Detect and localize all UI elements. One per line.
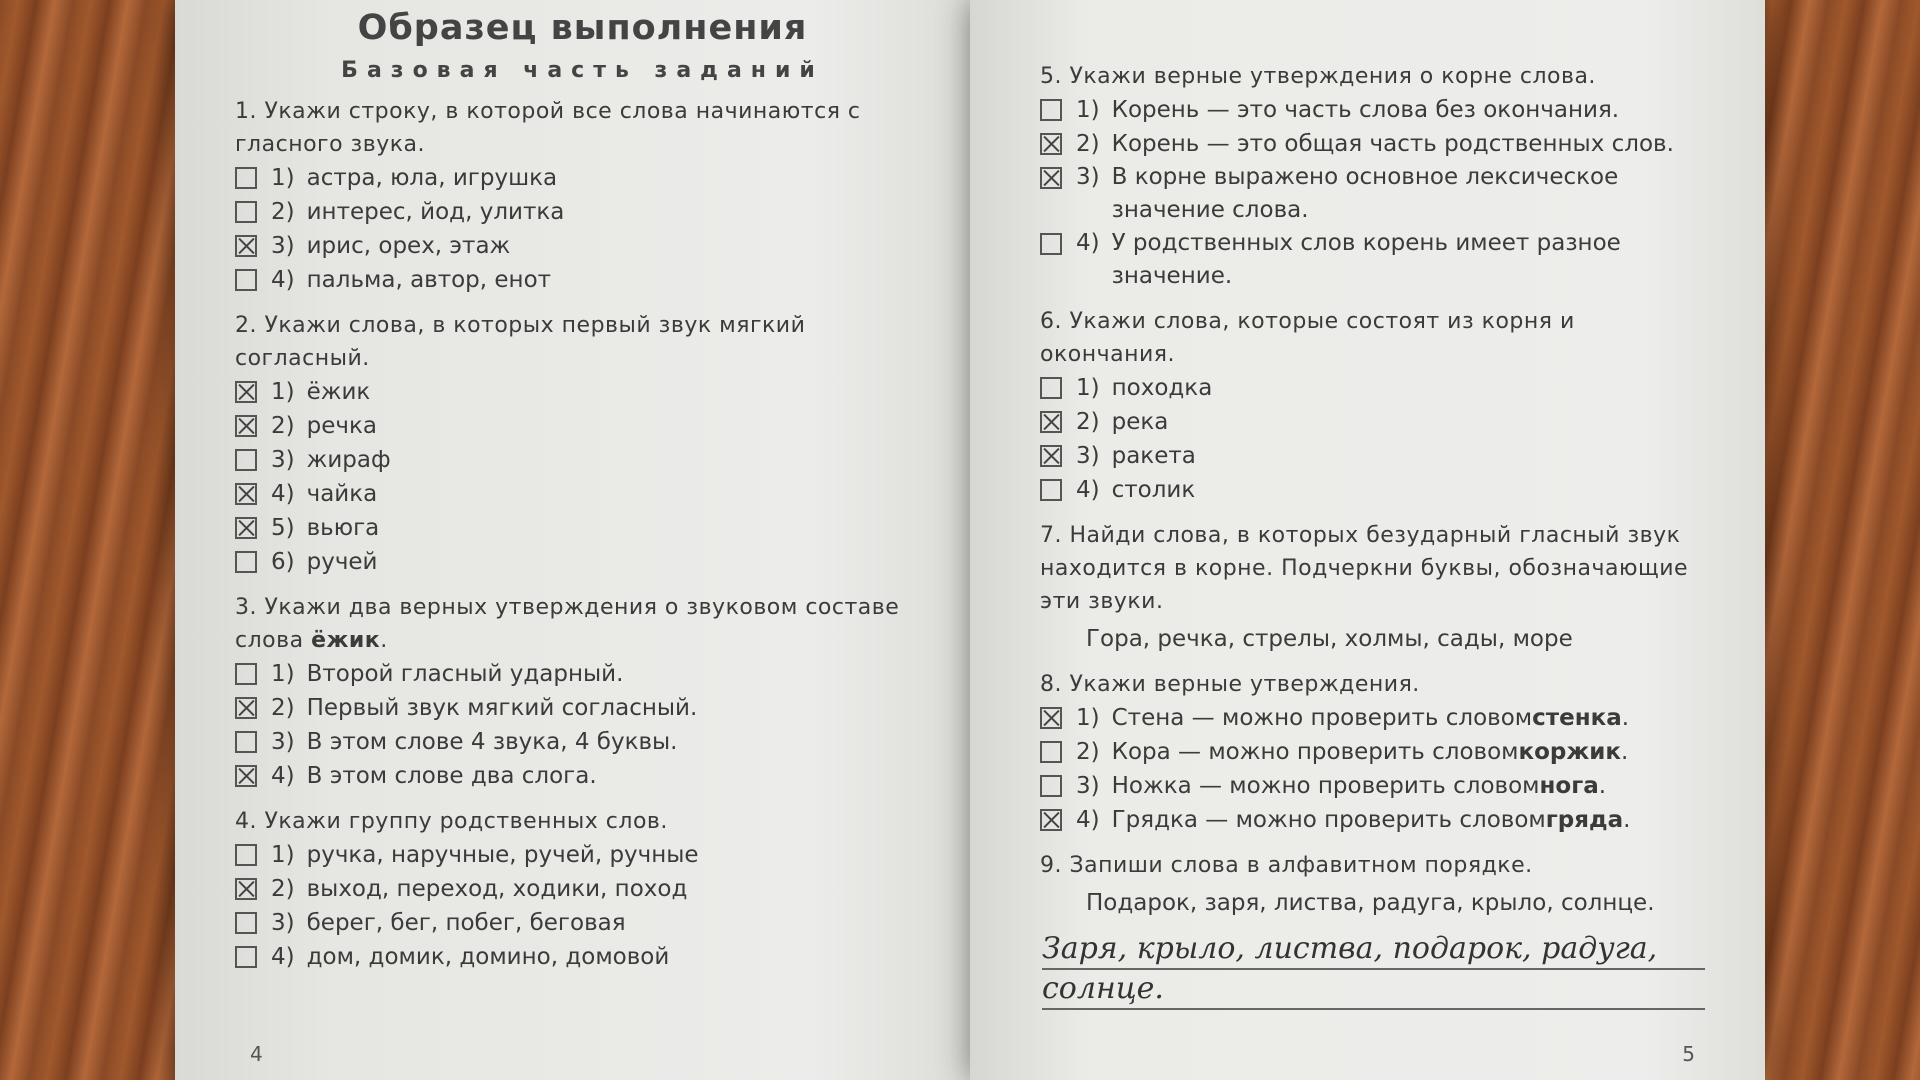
option-text: В корне выражено основное лексическое значение слова. [1111,164,1619,223]
option-row [235,872,930,906]
checkbox[interactable] [235,201,257,223]
page-number: 5 [1682,1042,1695,1066]
option-number: 6) [271,548,295,575]
option-bold-word: нога [1539,772,1599,799]
option-punct: . [1621,738,1629,765]
option-text: пальма, автор, енот [306,266,552,293]
option-number: 2) [271,875,295,902]
option-text: Грядка — можно проверить словом [1111,806,1546,833]
checkbox-checked[interactable] [1040,167,1062,189]
checkbox[interactable] [1040,99,1062,121]
option-text: дом, домик, домино, домовой [306,943,670,970]
option-number: 4) [1076,230,1100,256]
task-6 [1040,305,1705,507]
option-text: вьюга [306,514,380,541]
option-number: 3) [1076,772,1100,799]
option-number: 4) [1076,806,1100,833]
checkbox[interactable] [1040,233,1062,255]
checkbox-checked[interactable] [235,381,257,403]
option-text: река [1111,408,1169,435]
handwritten-answer[interactable] [1040,930,1705,1010]
option-row [235,443,930,477]
option-text: берег, бег, побег, беговая [306,909,626,936]
checkbox[interactable] [235,946,257,968]
option-number: 3) [1076,164,1100,190]
option-row [235,759,930,793]
task-1-heading: 1. Укажи строку, в которой все слова начинаются с гласного звука. [235,99,861,157]
option-row [1040,735,1705,769]
option-bold-word: гряда [1545,806,1624,833]
option-row [235,229,930,263]
option-text: астра, юла, игрушка [306,164,558,191]
option-text: ёжик [306,378,371,405]
option-number: 4) [1076,476,1100,503]
option-row [235,375,930,409]
option-number: 1) [1076,96,1100,123]
option-text: В этом слове два слога. [306,762,597,789]
option-text: интерес, йод, улитка [306,198,565,225]
option-text: Стена — можно проверить словом [1111,704,1533,731]
task-7-words: Гора, речка, стрелы, холмы, сады, море [1086,626,1573,652]
option-row [235,691,930,725]
task-2 [235,309,930,579]
option-bold-word: коржик [1518,738,1622,765]
option-text: ракета [1111,442,1196,469]
checkbox[interactable] [235,449,257,471]
task-7 [1040,519,1705,656]
right-page [970,0,1765,1080]
option-row [235,657,930,691]
task-1 [235,95,930,297]
checkbox-checked[interactable] [1040,707,1062,729]
option-row [1040,161,1705,227]
option-bold-word: стенка [1532,704,1622,731]
option-text: Первый звук мягкий согласный. [306,694,698,721]
option-text: столик [1111,476,1196,503]
option-number: 1) [271,660,295,687]
checkbox[interactable] [235,912,257,934]
checkbox-checked[interactable] [235,483,257,505]
option-text: Корень — это общая часть родственных слов. [1111,130,1674,157]
page-title: Образец выполнения [357,8,808,48]
option-row [1040,405,1705,439]
option-row [235,906,930,940]
option-row [235,195,930,229]
option-number: 2) [271,694,295,721]
option-row [1040,803,1705,837]
option-text: походка [1111,374,1213,401]
option-number: 5) [271,514,295,541]
task-5 [1040,60,1705,293]
task-5-heading: 5. Укажи верные утверждения о корне слова. [1040,64,1596,89]
checkbox[interactable] [1040,775,1062,797]
checkbox[interactable] [235,269,257,291]
task-2-heading: 2. Укажи слова, в которых первый звук мягкий согласный. [235,313,806,371]
checkbox-checked[interactable] [235,517,257,539]
option-punct: . [1623,806,1631,833]
checkbox-checked[interactable] [235,235,257,257]
checkbox-checked[interactable] [1040,411,1062,433]
option-row [1040,127,1705,161]
option-number: 4) [271,943,295,970]
page-subtitle: Базовая часть заданий [341,58,824,83]
option-text: Кора — можно проверить словом [1111,738,1519,765]
option-row [1040,93,1705,127]
option-punct: . [1598,772,1607,799]
option-text: Второй гласный ударный. [306,660,624,687]
option-number: 3) [271,728,295,755]
option-row [235,263,930,297]
answer-line-1: Заря, крыло, листва, подарок, радуга, [1042,930,1705,970]
checkbox-checked[interactable] [1040,809,1062,831]
option-text: У родственных слов корень имеет разное значение. [1111,230,1621,289]
option-number: 2) [271,412,295,439]
option-text: жираф [306,446,391,473]
option-number: 1) [1076,374,1100,401]
option-row [235,409,930,443]
task-9-words: Подарок, заря, листва, радуга, крыло, солнце. [1086,890,1655,916]
option-number: 2) [1076,738,1100,765]
option-number: 3) [271,909,295,936]
option-row [1040,769,1705,803]
option-number: 3) [1076,442,1100,469]
task-8 [1040,668,1705,837]
option-row [235,838,930,872]
checkbox-checked[interactable] [1040,133,1062,155]
option-text: Корень — это часть слова без окончания. [1111,96,1620,123]
checkbox[interactable] [235,551,257,573]
option-text: речка [306,412,377,439]
option-text: ручей [306,548,378,575]
option-number: 4) [271,762,295,789]
checkbox[interactable] [235,663,257,685]
option-text: ирис, орех, этаж [306,232,511,259]
option-number: 2) [1076,130,1100,157]
option-row [235,545,930,579]
checkbox[interactable] [235,731,257,753]
checkbox[interactable] [1040,377,1062,399]
option-number: 3) [271,446,295,473]
option-number: 4) [271,480,295,507]
option-number: 4) [271,266,295,293]
option-row [235,725,930,759]
option-row [1040,701,1705,735]
left-page [175,0,970,1080]
option-text: ручка, наручные, ручей, ручные [306,841,699,868]
answer-line-2: солнце. [1042,970,1705,1010]
heading-bold-word: ёжик [311,628,381,653]
task-3-heading [235,591,930,657]
task-4 [235,805,930,974]
checkbox[interactable] [1040,741,1062,763]
option-row [1040,473,1705,507]
option-number: 1) [1076,704,1100,731]
task-9-heading: 9. Запиши слова в алфавитном порядке. [1040,853,1533,878]
checkbox-checked[interactable] [235,878,257,900]
task-4-heading: 4. Укажи группу родственных слов. [235,809,668,834]
checkbox-checked[interactable] [235,697,257,719]
option-number: 3) [271,232,295,259]
heading-text: 3. Укажи два верных утверждения о звуковом составе слова [235,595,900,653]
option-number: 1) [271,378,295,405]
option-text: выход, переход, ходики, поход [306,875,688,902]
option-row [235,511,930,545]
task-6-heading: 6. Укажи слова, которые состоят из корня и окончания. [1040,309,1575,367]
option-row [235,477,930,511]
option-number: 2) [1076,408,1100,435]
option-number: 1) [271,164,295,191]
page-number: 4 [250,1042,263,1066]
option-row [235,161,930,195]
option-text: чайка [306,480,378,507]
option-row [1040,227,1705,293]
option-row [1040,371,1705,405]
task-3 [235,591,930,793]
option-row [235,940,930,974]
checkbox[interactable] [1040,479,1062,501]
checkbox[interactable] [235,844,257,866]
checkbox-checked[interactable] [1040,445,1062,467]
task-8-heading: 8. Укажи верные утверждения. [1040,672,1420,697]
option-text: В этом слове 4 звука, 4 буквы. [306,728,678,755]
option-row [1040,439,1705,473]
option-number: 2) [271,198,295,225]
task-9 [1040,849,1705,1010]
task-7-heading: 7. Найди слова, в которых безударный гласный звук находится в корне. Подчеркни буквы, обозначающие эти звуки. [1040,523,1689,614]
option-text: Ножка — можно проверить словом [1111,772,1540,799]
heading-punct: . [380,628,388,653]
option-punct: . [1621,704,1630,731]
checkbox-checked[interactable] [235,765,257,787]
checkbox[interactable] [235,167,257,189]
checkbox-checked[interactable] [235,415,257,437]
option-number: 1) [271,841,295,868]
